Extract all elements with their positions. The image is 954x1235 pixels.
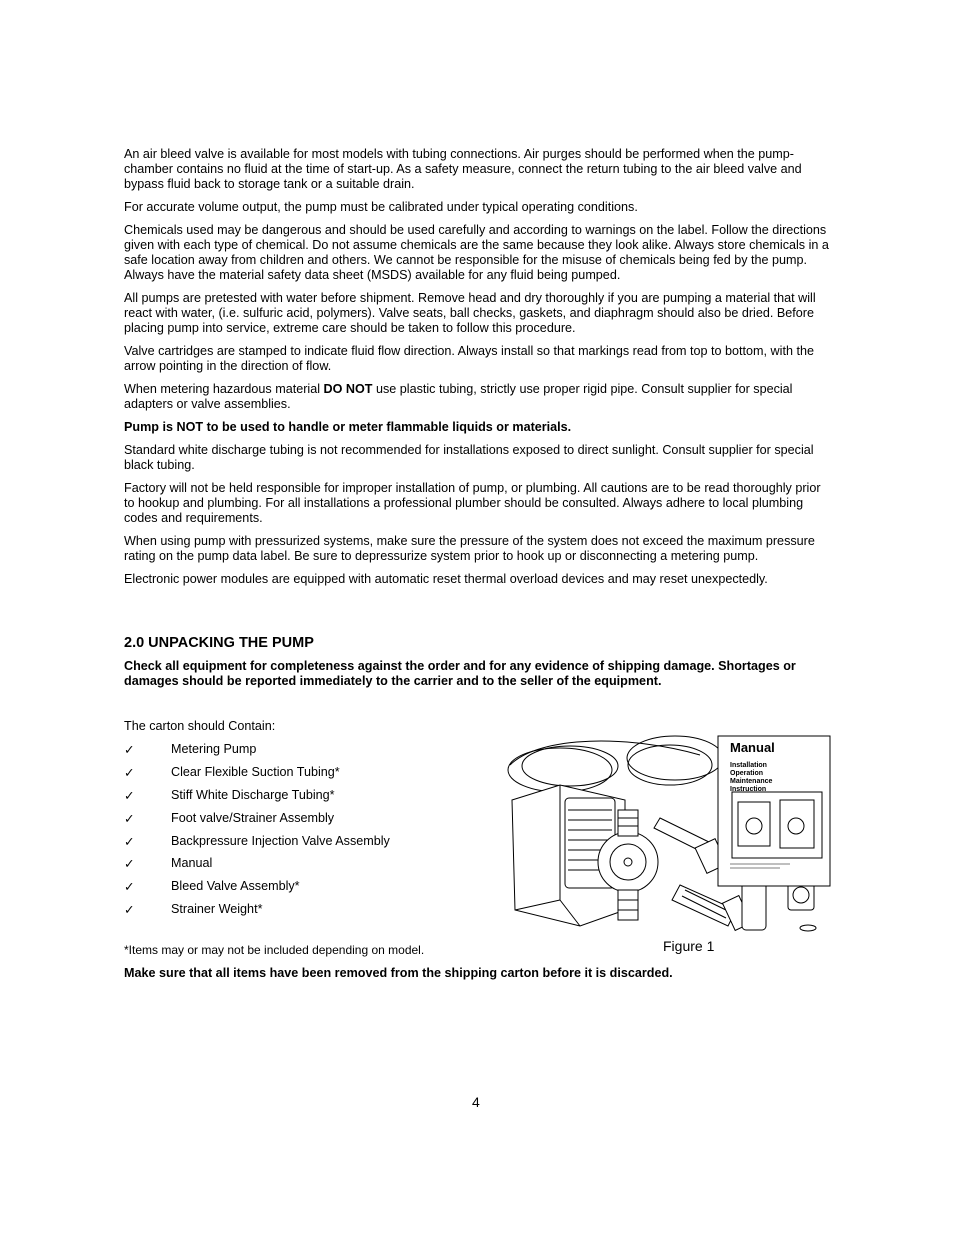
paragraph-calibration: For accurate volume output, the pump must be calibrated under typical operating conditions. bbox=[124, 200, 638, 214]
list-item-label: Stiff White Discharge Tubing* bbox=[171, 787, 335, 802]
manual-line: Instruction bbox=[730, 786, 767, 793]
closing-warning: Make sure that all items have been removed from the shipping carton before it is discarded. bbox=[124, 966, 673, 981]
section-heading: 2.0 UNPACKING THE PUMP bbox=[124, 635, 314, 651]
footnote: *Items may or may not be included depending on model. bbox=[124, 943, 425, 958]
checkmark-icon: ✓ bbox=[124, 811, 135, 826]
hazard-emphasis: DO NOT bbox=[323, 382, 373, 396]
manual-line: Maintenance bbox=[730, 778, 773, 785]
page-number: 4 bbox=[472, 1094, 480, 1110]
list-item-label: Manual bbox=[171, 856, 213, 871]
list-item-label: Metering Pump bbox=[171, 742, 257, 756]
list-item-label: Backpressure Injection Valve Assembly bbox=[171, 833, 390, 848]
checkmark-icon: ✓ bbox=[124, 857, 135, 872]
list-item-label: Bleed Valve Assembly* bbox=[171, 879, 300, 894]
manual-title: Manual bbox=[730, 740, 775, 755]
checkmark-icon: ✓ bbox=[124, 765, 135, 780]
checkmark-icon: ✓ bbox=[124, 880, 135, 895]
list-item-label: Clear Flexible Suction Tubing* bbox=[171, 764, 340, 779]
figure-pump-contents bbox=[500, 730, 832, 936]
paragraph-power-modules: Electronic power modules are equipped with automatic reset thermal overload devices and may reset unexpectedly. bbox=[124, 572, 768, 586]
flammable-warning: Pump is NOT to be used to handle or meter flammable liquids or materials. bbox=[124, 420, 572, 434]
manual-line: Operation bbox=[730, 770, 764, 777]
carton-intro: The carton should Contain: bbox=[124, 719, 276, 733]
figure-caption: Figure 1 bbox=[663, 938, 715, 954]
checkmark-icon: ✓ bbox=[124, 834, 135, 849]
paragraph-pressurized-systems: When using pump with pressurized systems, make sure the pressure of the system does not exceed the maximum pressure rating on the pump data label. Be sure to depressurize system prior to hook up or disconnecting a metering pump. bbox=[124, 534, 815, 563]
paragraph-air-bleed: An air bleed valve is available for most models with tubing connections. Air purges should be performed when the pump-chamber contains no fluid at the time of start-up. As a safety measure, connect the return tubing to the air bleed valve and bypass fluid back to storage tank or a suitable drain. bbox=[124, 147, 802, 191]
checkmark-icon: ✓ bbox=[124, 903, 135, 918]
hazard-text-after: use plastic tubing, strictly use proper rigid pipe. Consult supplier for special adapters or valve assemblies. bbox=[124, 382, 793, 411]
page-body bbox=[124, 147, 829, 595]
paragraph-chemicals: Chemicals used may be dangerous and should be used carefully and according to warnings on the label. Follow the directions given with each type of chemical. Do not assume chemicals are the same because they look alike. Always store chemicals in a safe location away from children and others. We cannot be responsible for the misuse of chemicals being fed by the pump. Always have the material safety data sheet (MSDS) available for any fluid being pumped. bbox=[124, 223, 829, 282]
paragraph-hazardous bbox=[124, 382, 829, 412]
list-item-label: Foot valve/Strainer Assembly bbox=[171, 810, 335, 825]
paragraph-discharge-tubing: Standard white discharge tubing is not recommended for installations exposed to direct sunlight. Consult supplier for special black tubing. bbox=[124, 443, 814, 472]
section-bold-intro: Check all equipment for completeness against the order and for any evidence of shipping damage. Shortages or damages should be reported immediately to the carrier and to the seller of the equipment. bbox=[124, 659, 796, 688]
manual-line: Installation bbox=[730, 762, 767, 769]
checkmark-icon: ✓ bbox=[124, 743, 135, 757]
hazard-text-before: When metering hazardous material bbox=[124, 382, 324, 396]
list-item-label: Strainer Weight* bbox=[171, 902, 263, 917]
paragraph-valve-cartridges: Valve cartridges are stamped to indicate fluid flow direction. Always install so that markings read from top to bottom, with the arrow pointing in the direction of flow. bbox=[124, 344, 814, 373]
pump-kit-illustration bbox=[500, 730, 832, 936]
paragraph-factory-responsibility: Factory will not be held responsible for improper installation of pump, or plumbing. All cautions are to be read thoroughly prior to hookup and plumbing. For all installations a professional plumber should be consulted. Always adhere to local plumbing codes and requirements. bbox=[124, 481, 821, 525]
checkmark-icon: ✓ bbox=[124, 788, 135, 803]
paragraph-pretested: All pumps are pretested with water before shipment. Remove head and dry thoroughly if you are pumping a material that will react with water, (i.e. sulfuric acid, polymers). Valve seats, ball checks, gaskets, and diaphragm should also be dried. Before placing pump into service, extreme care should be taken to follow this procedure. bbox=[124, 291, 816, 335]
